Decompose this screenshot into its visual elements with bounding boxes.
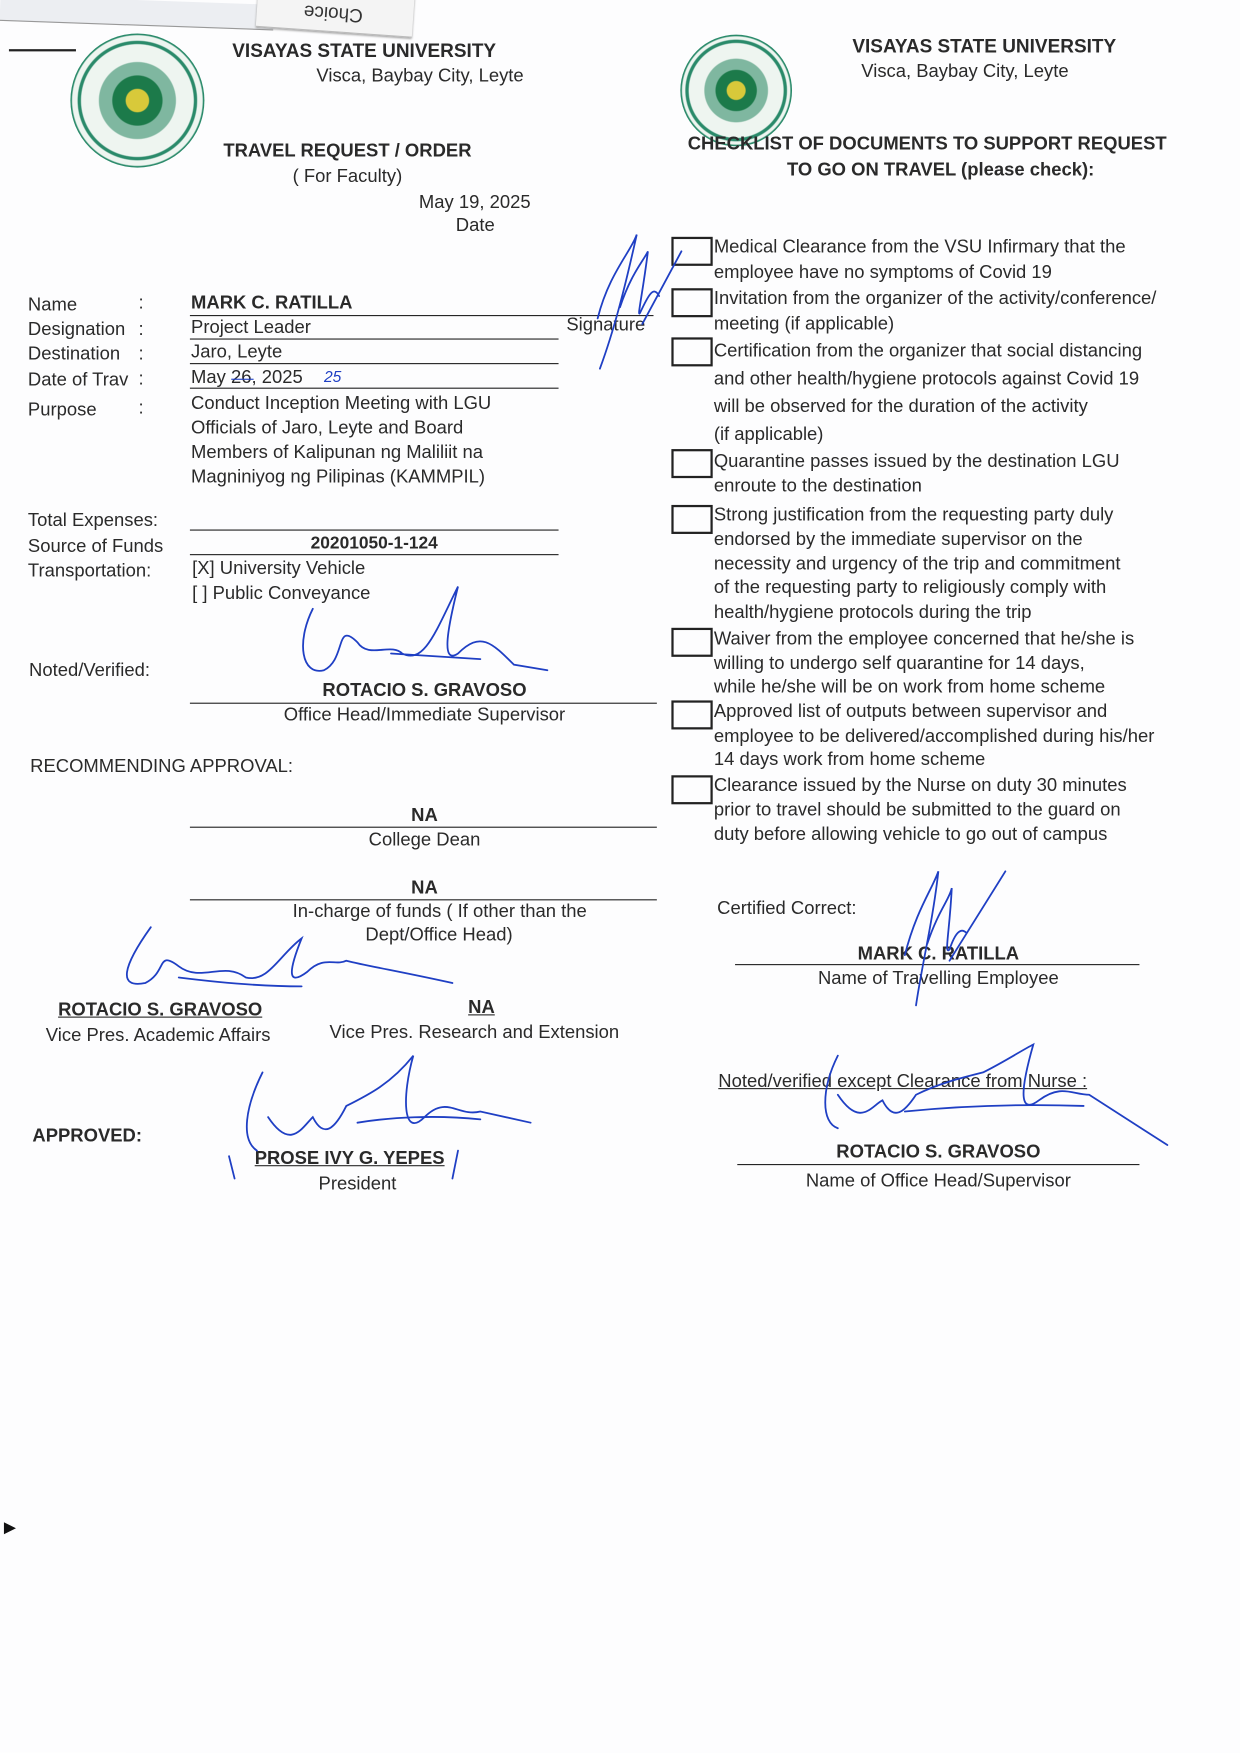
checklist-item-line: endorsed by the immediate supervisor on the	[713, 529, 1083, 550]
form-title: TRAVEL REQUEST / ORDER	[223, 140, 472, 161]
destination-value: Jaro, Leyte	[191, 341, 283, 362]
designation-line	[190, 338, 559, 339]
checklist-item-line: Quarantine passes issued by the destination LGU	[713, 451, 1120, 472]
noted-line	[190, 703, 657, 704]
checklist-item-line: health/hygiene protocols during the trip	[713, 602, 1032, 623]
checklist-item-text	[714, 504, 1121, 626]
right-university-address: Visca, Baybay City, Leyte	[861, 61, 1069, 82]
sticker-text: Choice	[303, 1, 364, 27]
colon: :	[138, 368, 144, 389]
purpose-text	[191, 391, 491, 489]
checklist-title-1: CHECKLIST OF DOCUMENTS TO SUPPORT REQUEST	[687, 134, 1167, 155]
checklist-item-line: employee have no symptoms of Covid 19	[713, 261, 1052, 283]
checklist-item-line: meeting (if applicable)	[713, 313, 895, 334]
signature-label: Signature	[566, 315, 646, 336]
purpose-line: Conduct Inception Meeting with LGU	[191, 393, 492, 414]
checklist-item-line: employee to be delivered/accomplished during his/her	[713, 725, 1155, 746]
checklist-item-line: duty before allowing vehicle to go out of campus	[713, 824, 1108, 845]
checklist-item-line: Medical Clearance from the VSU Infirmary that the	[713, 236, 1126, 257]
checklist-item-line: of the requesting party to religiously comply with	[713, 577, 1107, 599]
certified-correct-label: Certified Correct:	[717, 898, 857, 919]
checklist-item-text	[714, 286, 1157, 336]
left-university-name: VISAYAS STATE UNIVERSITY	[232, 40, 497, 62]
checklist-item-line: Clearance issued by the Nurse on duty 30 minutes	[713, 775, 1127, 796]
form-date-value: May 19, 2025	[418, 192, 531, 213]
travel-date-label: Date of Trav	[27, 369, 129, 390]
vpaa-title: Vice Pres. Academic Affairs	[45, 1025, 271, 1046]
checklist-item-line: Certification from the organizer that social distancing	[713, 340, 1143, 361]
signature-ratilla-top	[586, 229, 687, 374]
checklist-item-text	[714, 700, 1155, 772]
signature-gravoso-noted	[290, 575, 558, 698]
president-name: PROSE IVY G. YEPES	[254, 1148, 445, 1169]
signature-gravoso-vpaa	[112, 922, 469, 1000]
torn-paper-edge	[0, 0, 274, 30]
vpaa-name: ROTACIO S. GRAVOSO	[58, 999, 263, 1020]
checklist-item-text	[714, 337, 1142, 449]
head-name: ROTACIO S. GRAVOSO	[836, 1141, 1041, 1162]
vpre-name: NA	[468, 997, 495, 1018]
employee-title: Name of Travelling Employee	[817, 968, 1059, 989]
dean-name: NA	[411, 805, 438, 826]
paper-sticker	[256, 0, 419, 38]
checklist-item-text	[714, 235, 1126, 285]
total-expenses-line	[190, 530, 559, 531]
checklist-item-line: while he/she will be on work from home scheme	[713, 676, 1106, 698]
colon: :	[138, 319, 144, 340]
dean-title: College Dean	[368, 830, 481, 851]
president-title: President	[318, 1174, 397, 1195]
name-label: Name	[27, 294, 78, 316]
checklist-checkbox[interactable]	[671, 505, 712, 534]
noted-name: ROTACIO S. GRAVOSO	[322, 680, 527, 701]
source-of-funds-value: 20201050-1-124	[310, 533, 438, 553]
checklist-checkbox[interactable]	[671, 628, 712, 657]
head-line	[737, 1164, 1139, 1165]
checklist-item-line: 14 days work from home scheme	[713, 749, 986, 770]
checklist-checkbox[interactable]	[671, 700, 712, 729]
checklist-item-line: and other health/hygiene protocols against Covid 19	[713, 368, 1140, 389]
signature-gravoso-head	[815, 1039, 1172, 1151]
noted-title: Office Head/Immediate Supervisor	[283, 704, 566, 725]
approved-label: APPROVED:	[32, 1126, 142, 1147]
travel-date-correction: 25	[323, 367, 342, 386]
scan-mark	[9, 49, 76, 51]
form-subtitle: ( For Faculty)	[292, 166, 403, 187]
scan-edge-mark: ►	[0, 1515, 20, 1539]
checklist-item-line: willing to undergo self quarantine for 14 days,	[713, 652, 1085, 674]
total-expenses-label: Total Expenses:	[27, 510, 159, 531]
transport-option-public-conveyance: [ ] Public Conveyance	[192, 583, 371, 604]
colon: :	[138, 397, 144, 418]
checklist-title-2: TO GO ON TRAVEL (please check):	[786, 159, 1095, 180]
checklist-item-text	[714, 628, 1134, 700]
colon: :	[138, 292, 144, 313]
vsu-logo-right	[680, 35, 792, 147]
left-university-address: Visca, Baybay City, Leyte	[316, 65, 524, 87]
checklist-item-line: Invitation from the organizer of the activity/conference/	[713, 288, 1157, 309]
transport-option-university-vehicle: [X] University Vehicle	[192, 558, 366, 579]
designation-label: Designation	[27, 319, 126, 340]
purpose-line: Magniniyog ng Pilipinas (KAMMPIL)	[191, 466, 486, 488]
checklist-item-line: Waiver from the employee concerned that he/she is	[713, 628, 1135, 650]
form-date-label: Date	[455, 215, 495, 236]
strikethrough-mark	[231, 379, 253, 380]
checklist-item-line: Strong justification from the requesting party duly	[713, 504, 1114, 526]
checklist-item-line: (if applicable)	[713, 424, 824, 445]
checklist-item-line: prior to travel should be submitted to the guard on	[713, 799, 1121, 820]
purpose-line: Officials of Jaro, Leyte and Board	[191, 417, 464, 438]
source-of-funds-label: Source of Funds	[27, 536, 164, 557]
colon: :	[138, 344, 144, 365]
destination-line	[190, 363, 559, 364]
checklist-checkbox[interactable]	[671, 775, 712, 804]
travel-date-line	[190, 388, 559, 389]
head-title: Name of Office Head/Supervisor	[805, 1170, 1071, 1191]
name-value: MARK C. RATILLA	[191, 292, 353, 313]
noted-verified-label: Noted/Verified:	[29, 660, 150, 681]
transportation-label: Transportation:	[27, 560, 152, 581]
vpre-title: Vice Pres. Research and Extension	[329, 1022, 620, 1043]
checklist-item-text	[714, 449, 1120, 498]
signature-ratilla-certified	[894, 866, 1017, 1011]
purpose-label: Purpose	[27, 399, 97, 421]
designation-value: Project Leader	[191, 317, 311, 338]
right-university-name: VISAYAS STATE UNIVERSITY	[852, 35, 1117, 57]
funds-line	[190, 899, 657, 900]
recommending-approval-label: RECOMMENDING APPROVAL:	[30, 756, 294, 777]
dean-line	[190, 827, 657, 828]
noted-except-label: Noted/verified except Clearance from Nurse :	[718, 1071, 1088, 1092]
checklist-item-line: enroute to the destination	[713, 475, 922, 496]
employee-name: MARK C. RATILLA	[857, 943, 1020, 965]
signature-yepes-president	[223, 1050, 536, 1184]
destination-label: Destination	[27, 344, 121, 365]
funds-title-1: In-charge of funds ( If other than the	[292, 901, 587, 922]
funds-name: NA	[411, 878, 438, 899]
checklist-item-line: will be observed for the duration of the activity	[713, 396, 1088, 417]
source-of-funds-line	[190, 554, 559, 555]
checklist-item-line: necessity and urgency of the trip and commitment	[713, 553, 1121, 574]
checklist-checkbox[interactable]	[671, 449, 712, 478]
checklist-item-text	[714, 773, 1127, 847]
checklist-item-line: Approved list of outputs between supervisor and	[713, 701, 1108, 722]
funds-title-2: Dept/Office Head)	[365, 924, 513, 946]
purpose-line: Members of Kalipunan ng Maliliit na	[191, 442, 484, 463]
vsu-logo-left	[70, 34, 204, 168]
travel-date-value: May 26, 2025	[191, 367, 303, 388]
